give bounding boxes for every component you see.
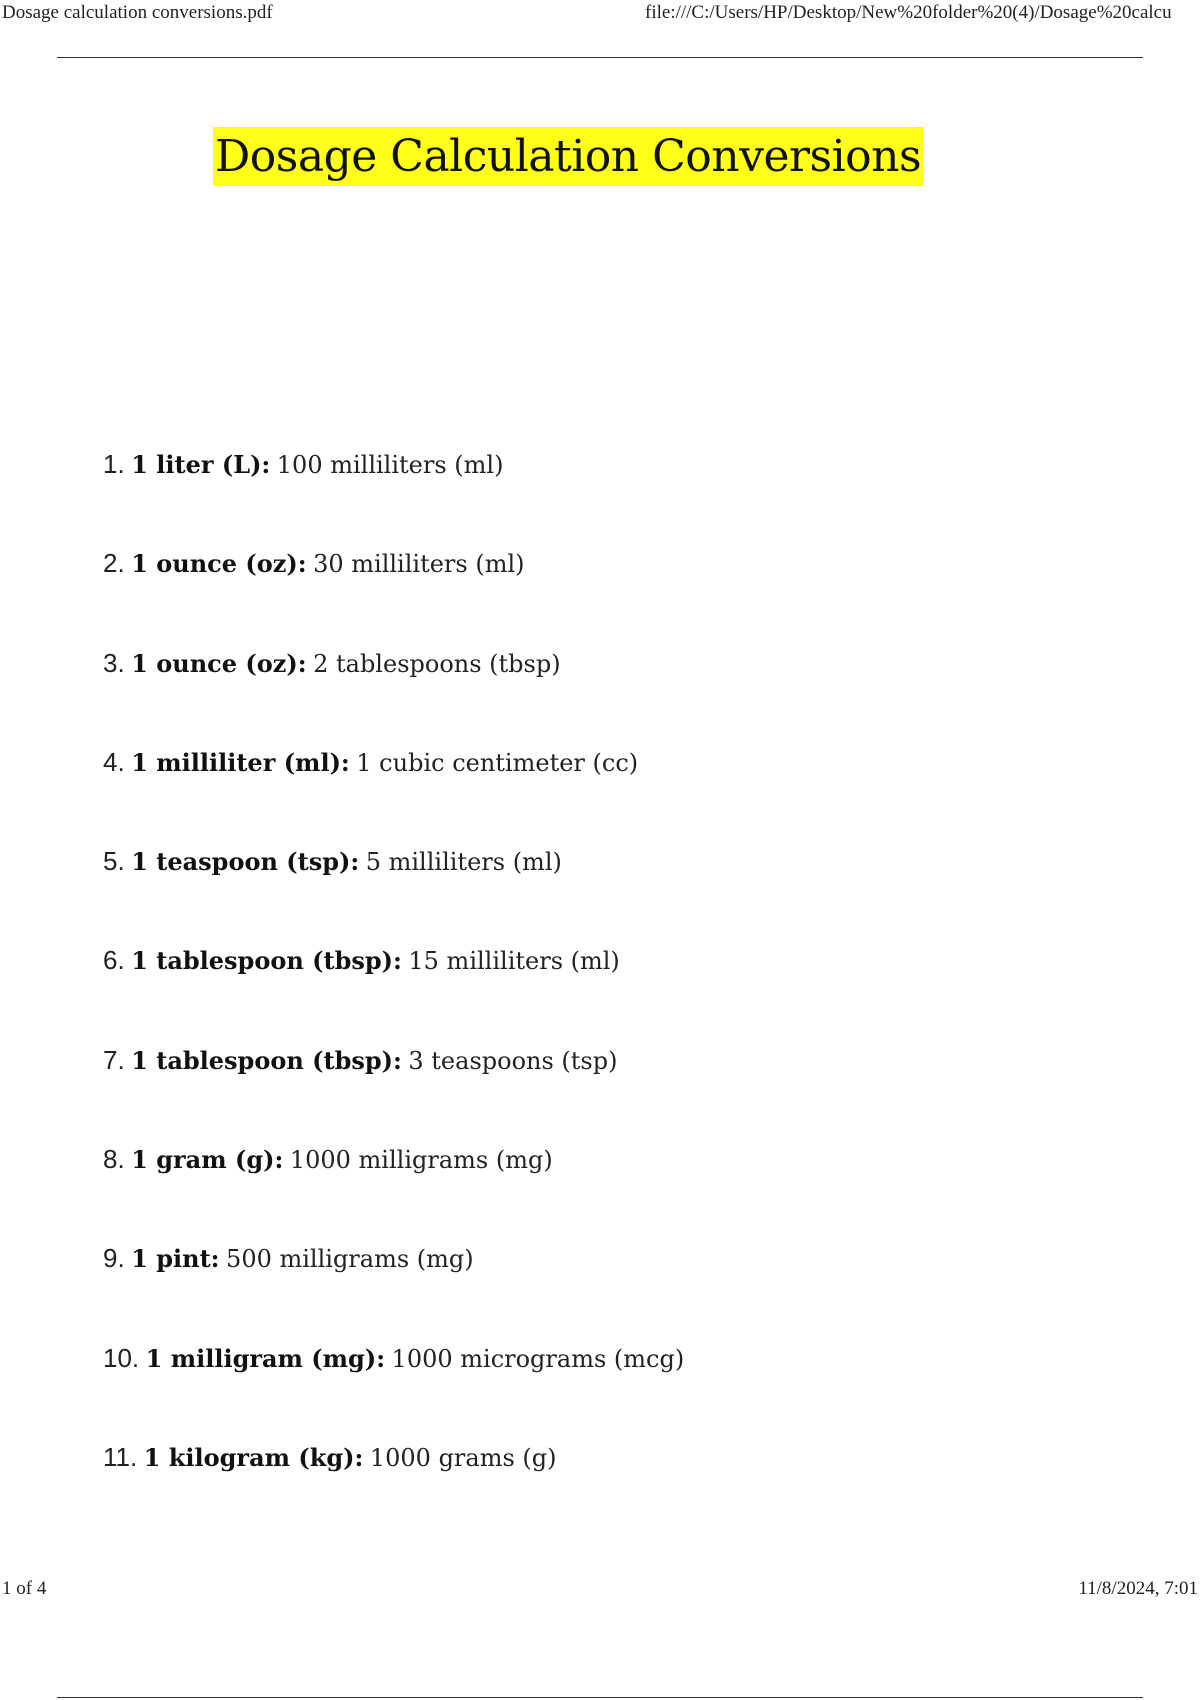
item-value: 2 tablespoons (tbsp) [313, 649, 561, 678]
page-count: 1 of 4 [2, 1578, 47, 1599]
conversion-list [103, 438, 684, 1530]
item-value: 15 milliliters (ml) [408, 947, 620, 976]
item-number: 1. [103, 449, 125, 479]
conversion-item [103, 934, 684, 1033]
conversion-item [103, 438, 684, 537]
item-number: 5. [103, 846, 125, 877]
item-number: 8. [103, 1144, 125, 1175]
item-term: 1 liter (L): [131, 450, 271, 479]
item-number: 7. [103, 1044, 125, 1075]
item-term: 1 tablespoon (tbsp): [131, 946, 402, 976]
item-term: 1 kilogram (kg): [143, 1442, 364, 1472]
item-value: 1000 micrograms (mcg) [391, 1344, 685, 1373]
bottom-rule [57, 1697, 1143, 1698]
item-value: 5 milliliters (ml) [365, 848, 562, 877]
item-number: 3. [103, 647, 125, 678]
conversion-item [103, 1133, 684, 1232]
conversion-item [103, 835, 684, 934]
conversion-item [103, 1431, 684, 1530]
conversion-item [103, 637, 684, 736]
item-term: 1 ounce (oz): [131, 648, 307, 678]
item-value: 3 teaspoons (tsp) [408, 1046, 618, 1075]
item-value: 500 milligrams (mg) [226, 1245, 474, 1274]
print-date: 11/8/2024, 7:01 [1078, 1578, 1198, 1599]
item-value: 1000 grams (g) [369, 1443, 557, 1472]
conversion-item [103, 537, 684, 636]
item-term: 1 tablespoon (tbsp): [131, 1045, 402, 1075]
print-header-document-name: Dosage calculation conversions.pdf [2, 2, 273, 23]
item-value: 100 milliliters (ml) [276, 451, 504, 479]
item-number: 2. [103, 548, 125, 579]
item-number: 11. [103, 1441, 138, 1472]
item-term: 1 pint: [131, 1244, 220, 1274]
page-title: Dosage Calculation Conversions [213, 127, 923, 186]
item-number: 9. [103, 1243, 125, 1274]
item-term: 1 milligram (mg): [145, 1343, 386, 1373]
item-term: 1 ounce (oz): [131, 549, 307, 579]
conversion-item [103, 1332, 684, 1431]
print-header-file-path: file:///C:/Users/HP/Desktop/New%20folder%20(4)/Dosage%20calcu [645, 2, 1172, 23]
item-value: 1 cubic centimeter (cc) [356, 748, 639, 777]
conversion-item [103, 736, 684, 835]
top-rule [57, 57, 1143, 58]
item-term: 1 teaspoon (tsp): [131, 847, 360, 877]
item-value: 30 milliliters (ml) [313, 550, 525, 579]
item-term: 1 gram (g): [131, 1145, 284, 1175]
item-number: 10. [103, 1342, 140, 1373]
conversion-item [103, 1232, 684, 1331]
item-number: 6. [103, 945, 125, 976]
item-value: 1000 milligrams (mg) [289, 1146, 553, 1175]
item-term: 1 milliliter (ml): [131, 747, 350, 777]
conversion-item [103, 1034, 684, 1133]
item-number: 4. [103, 746, 125, 777]
